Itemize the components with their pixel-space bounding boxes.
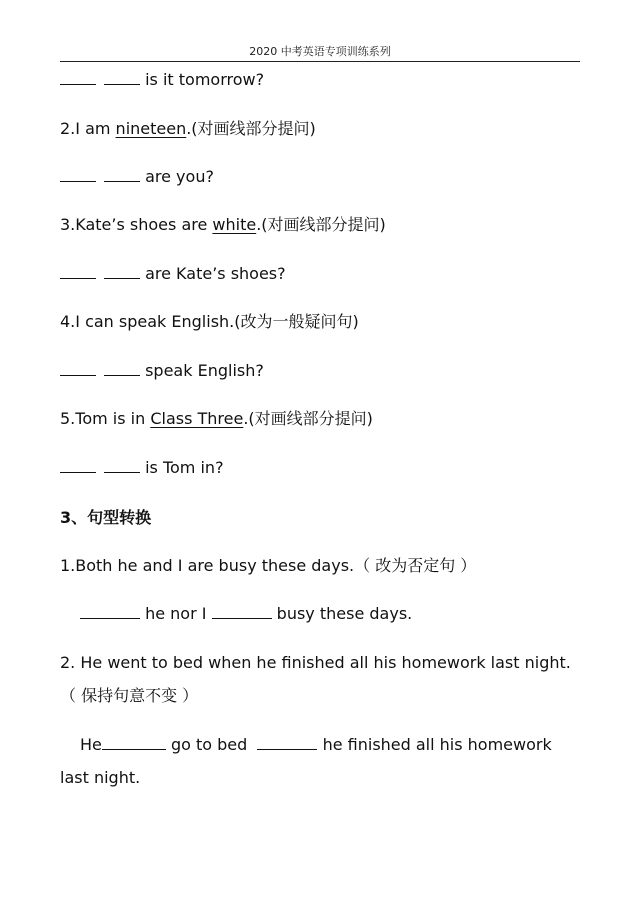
blank[interactable] <box>104 70 140 85</box>
blank[interactable] <box>60 264 96 279</box>
underlined-word: nineteen <box>115 119 187 138</box>
instruction-text: （ 保持句意不变 ） <box>60 686 199 705</box>
blank[interactable] <box>60 167 96 182</box>
sentence-2 <box>60 653 571 673</box>
section-title: 3、句型转换 <box>60 508 152 527</box>
answer-text: busy these days. <box>276 604 413 623</box>
answer-text: go to bed <box>170 735 248 754</box>
question-text: 4.I can speak English.(改为一般疑问句) <box>60 312 359 331</box>
question-prefix: 2.I am <box>60 119 116 138</box>
sentence-text: 2. He went to bed when he finished all his homework last night. <box>60 653 571 672</box>
blank[interactable] <box>104 264 140 279</box>
answer-text: he nor I <box>145 604 207 623</box>
answer-text: he finished all his homework <box>322 735 552 754</box>
page-header: 2020 中考英语专项训练系列 <box>249 45 391 58</box>
answer-line-4 <box>60 361 264 381</box>
question-2 <box>60 119 316 139</box>
answer-line-3 <box>60 264 286 284</box>
answer-line-5 <box>60 458 224 478</box>
blank[interactable] <box>212 604 272 619</box>
answer-line-2 <box>60 167 214 187</box>
header-rule <box>60 61 580 62</box>
blank[interactable] <box>257 735 317 750</box>
answer-text: is it tomorrow? <box>145 70 265 89</box>
answer-line-1 <box>60 70 264 90</box>
question-suffix: .(对画线部分提问) <box>256 215 386 234</box>
question-3 <box>60 215 386 235</box>
question-prefix: 3.Kate’s shoes are <box>60 215 213 234</box>
blank[interactable] <box>104 458 140 473</box>
underlined-word: white <box>212 215 257 234</box>
blank[interactable] <box>102 735 166 750</box>
question-prefix: 5.Tom is in <box>60 409 151 428</box>
question-suffix: .(对画线部分提问) <box>243 409 373 428</box>
answer-text: are Kate’s shoes? <box>145 264 286 283</box>
sentence-2-instruction <box>60 686 198 706</box>
answer-text: He <box>80 735 102 754</box>
answer-sentence-2 <box>80 735 552 755</box>
answer-text: is Tom in? <box>145 458 224 477</box>
question-suffix: .(对画线部分提问) <box>186 119 316 138</box>
blank[interactable] <box>80 604 140 619</box>
sentence-text: 1.Both he and I are busy these days.（ 改为否定句 ） <box>60 556 477 575</box>
question-4 <box>60 312 359 332</box>
answer-text: last night. <box>60 768 141 787</box>
answer-text: speak English? <box>145 361 264 380</box>
answer-sentence-2-cont <box>60 768 140 788</box>
blank[interactable] <box>104 361 140 376</box>
underlined-word: Class Three <box>150 409 244 428</box>
answer-text: are you? <box>145 167 214 186</box>
question-5 <box>60 409 373 429</box>
sentence-1 <box>60 556 476 576</box>
blank[interactable] <box>60 70 96 85</box>
answer-sentence-1 <box>80 604 412 624</box>
blank[interactable] <box>60 458 96 473</box>
blank[interactable] <box>104 167 140 182</box>
blank[interactable] <box>60 361 96 376</box>
